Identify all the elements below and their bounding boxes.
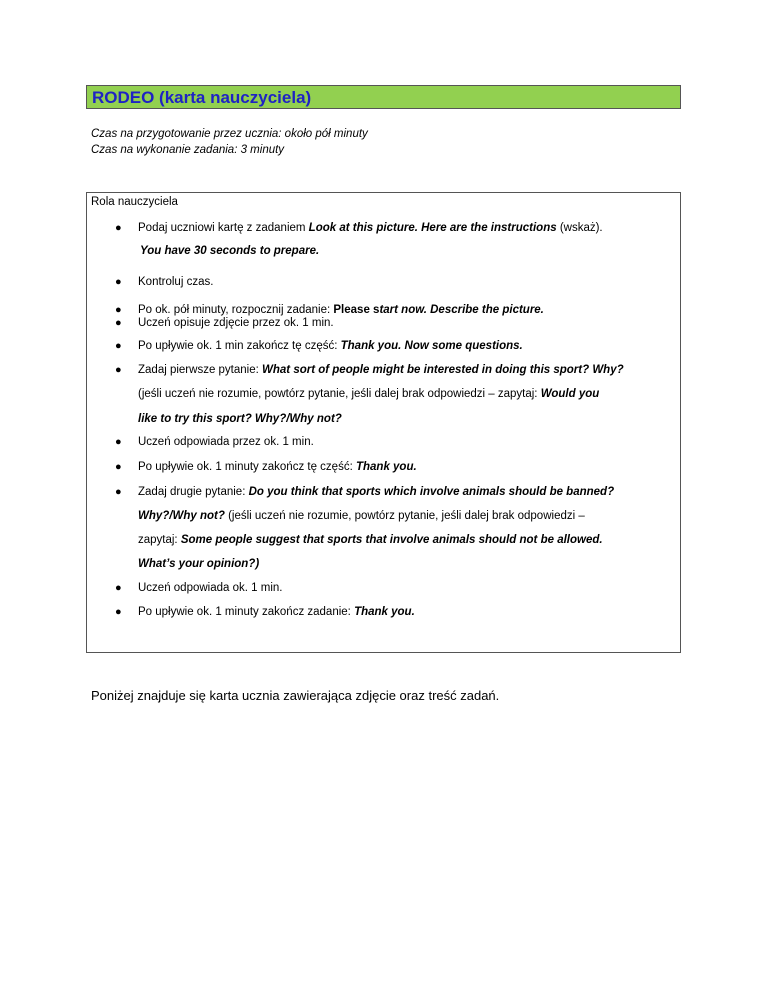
bullet-icon: ● (115, 276, 122, 288)
bullet-icon: ● (115, 606, 122, 618)
bullet-icon: ● (115, 222, 122, 234)
bullet-icon: ● (115, 304, 122, 316)
instruction-text: (jeśli uczeń nie rozumie, powtórz pytanie, jeśli dalej brak odpowiedzi – zapytaj: Would you (138, 388, 600, 400)
instruction-text: Po upływie ok. 1 minuty zakończ zadanie: Thank you. (138, 606, 415, 618)
title-banner (86, 85, 681, 109)
instruction-text: Zadaj drugie pytanie: Do you think that sports which involve animals should be banned? (138, 486, 615, 498)
time-info (91, 126, 368, 158)
bullet-icon: ● (115, 340, 122, 352)
task-time: Czas na wykonanie zadania: 3 minuty (91, 144, 285, 156)
instruction-text: Po upływie ok. 1 min zakończ tę część: Thank you. Now some questions. (138, 340, 523, 352)
instruction-text: zapytaj: Some people suggest that sports that involve animals should not be allowed. (138, 534, 603, 546)
instruction-text: Why?/Why not? (jeśli uczeń nie rozumie, powtórz pytanie, jeśli dalej brak odpowiedzi – (138, 510, 585, 522)
bullet-icon: ● (115, 317, 122, 329)
instruction-text: Po upływie ok. 1 minuty zakończ tę część: Thank you. (138, 461, 417, 473)
bullet-icon: ● (115, 582, 122, 594)
footer-note: Poniżej znajduje się karta ucznia zawierająca zdjęcie oraz treść zadań. (91, 688, 500, 703)
prep-time: Czas na przygotowanie przez ucznia: około pół minuty (91, 128, 368, 140)
instruction-text: Podaj uczniowi kartę z zadaniem Look at this picture. Here are the instructions (wskaż). (138, 222, 603, 234)
teacher-role-box: Rola nauczyciela ● Podaj uczniowi kartę z zadaniem Look at this picture. Here are the instructions (wskaż). You have 30 seconds to prepare. ● Kontroluj czas. ● Po ok. pół minuty, rozpocznij zadanie: Please start now. Describe the picture. ● Uczeń opisuje zdjęcie przez ok. 1 min. ● Po upływie ok. 1 min zakończ tę część: Thank you. Now some questions. ● Zadaj pierwsze pytanie: What sort of people might be interested in doing this sport? Why? (jeśli uczeń nie rozumie, powtórz pytanie, jeśli dalej brak odpowiedzi – zapytaj: Would you like to try this sport? Why?/Why not? ● Uczeń odpowiada przez ok. 1 min. ● Po upływie ok. 1 minuty zakończ tę część: Thank you. ● Zadaj drugie pytanie: Do you think that sports which involve animals should be banned? Why?/Why not? (jeśli uczeń nie rozumie, powtórz pytanie, jeśli dalej brak odpowiedzi – zapytaj: Some people suggest that sports that involve animals should not be allowed. What’s your opinion?) ● Uczeń odpowiada ok. 1 min. ● Po upływie ok. 1 minuty zakończ zadanie: Thank you. (86, 192, 681, 653)
instruction-text: Zadaj pierwsze pytanie: What sort of people might be interested in doing this sport? Why? (138, 364, 624, 376)
role-label: Rola nauczyciela (91, 196, 178, 208)
page-title: RODEO (karta nauczyciela) (92, 88, 312, 107)
bullet-icon: ● (115, 364, 122, 376)
bullet-icon: ● (115, 436, 122, 448)
bullet-icon: ● (115, 486, 122, 498)
bullet-icon: ● (115, 461, 122, 473)
instruction-text: Po ok. pół minuty, rozpocznij zadanie: Please start now. Describe the picture. (138, 304, 544, 316)
